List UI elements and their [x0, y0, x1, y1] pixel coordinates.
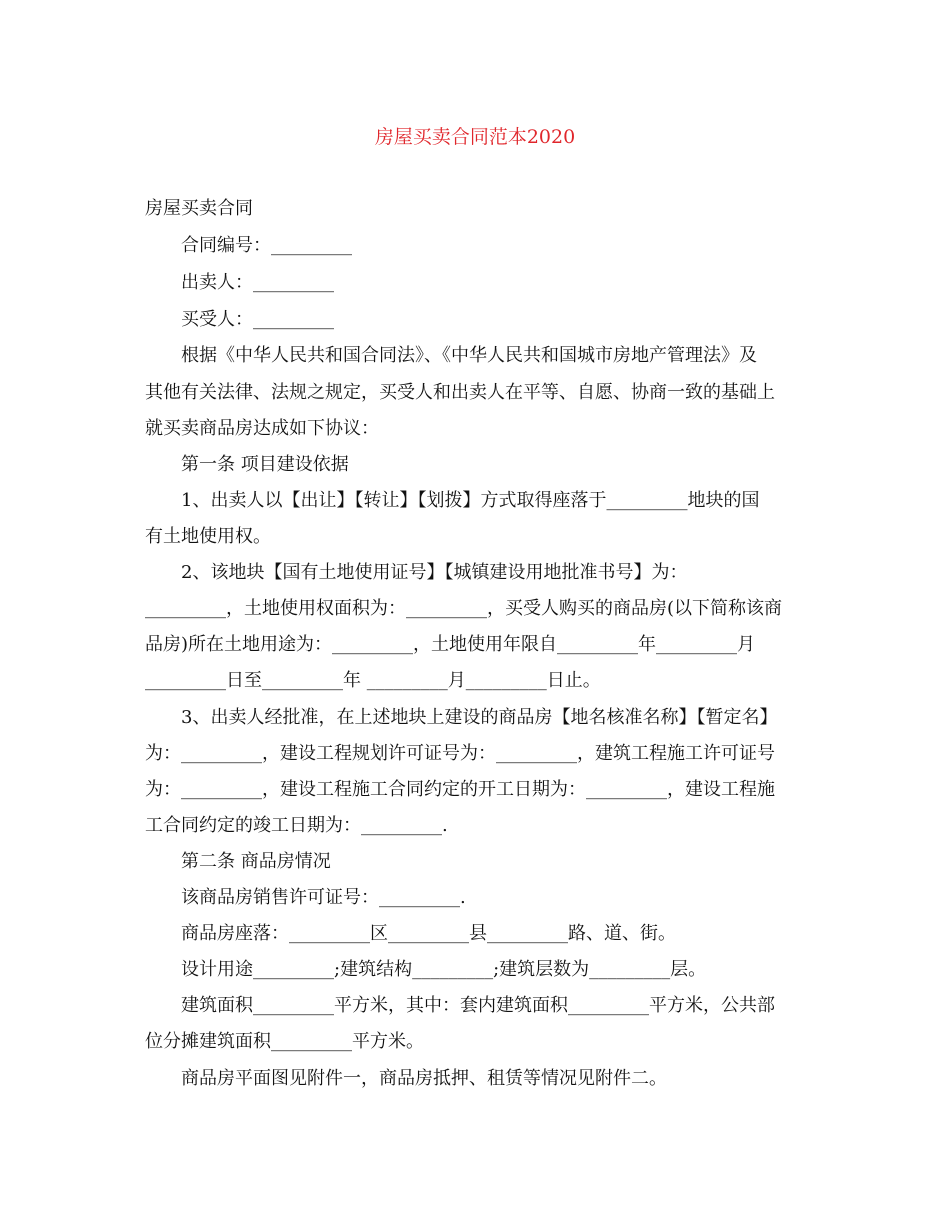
- article-1-clause-2-line: _________，土地使用权面积为：_________，买受人购买的商品房(以下简称该商: [145, 598, 783, 619]
- location-field: 商品房座落：_________区_________县_________路、道、街。: [181, 923, 676, 944]
- article-1-clause-2-line: 品房)所在土地用途为：_________，土地使用年限自_________年_________月: [145, 634, 756, 655]
- area-line: 建筑面积_________平方米，其中：套内建筑面积_________平方米，公共部: [181, 995, 775, 1016]
- contract-heading: 房屋买卖合同: [145, 198, 253, 219]
- article-1-heading: 第一条 项目建设依据: [181, 454, 349, 475]
- article-1-clause-1-line: 1、出卖人以【出让】【转让】【划拨】方式取得座落于_________地块的国: [181, 490, 760, 511]
- article-1-clause-3-line: 工合同约定的竣工日期为：_________.: [145, 815, 448, 836]
- contract-number-field: 合同编号：_________: [181, 235, 352, 256]
- article-2-heading: 第二条 商品房情况: [181, 851, 331, 872]
- sales-permit-field: 该商品房销售许可证号：_________.: [181, 887, 466, 908]
- seller-field: 出卖人：_________: [181, 272, 334, 293]
- buyer-field: 买受人：_________: [181, 309, 334, 330]
- preamble-line: 其他有关法律、法规之规定，买受人和出卖人在平等、自愿、协商一致的基础上: [145, 382, 775, 403]
- document-title: 房屋买卖合同范本2020: [374, 126, 576, 148]
- preamble-line: 根据《中华人民共和国合同法》、《中华人民共和国城市房地产管理法》及: [181, 345, 757, 366]
- article-1-clause-3-line: 3、出卖人经批准，在上述地块上建设的商品房【地名核准名称】【暂定名】: [181, 707, 778, 728]
- article-1-clause-1-line: 有土地使用权。: [145, 526, 271, 547]
- article-1-clause-2-line: _________日至_________年 _________月_________日止。: [145, 670, 601, 691]
- area-line: 位分摊建筑面积_________平方米。: [145, 1031, 424, 1052]
- design-field: 设计用途_________;建筑结构_________;建筑层数为_________层。: [181, 959, 707, 980]
- attachments-line: 商品房平面图见附件一，商品房抵押、租赁等情况见附件二。: [181, 1068, 667, 1089]
- article-1-clause-3-line: 为：_________，建设工程规划许可证号为：_________，建筑工程施工许可证号: [145, 743, 775, 764]
- article-1-clause-2-line: 2、该地块【国有土地使用证号】【城镇建设用地批准书号】为：: [181, 562, 688, 583]
- preamble-line: 就买卖商品房达成如下协议：: [145, 418, 379, 439]
- article-1-clause-3-line: 为：_________，建设工程施工合同约定的开工日期为：_________，建设工程施: [145, 779, 775, 800]
